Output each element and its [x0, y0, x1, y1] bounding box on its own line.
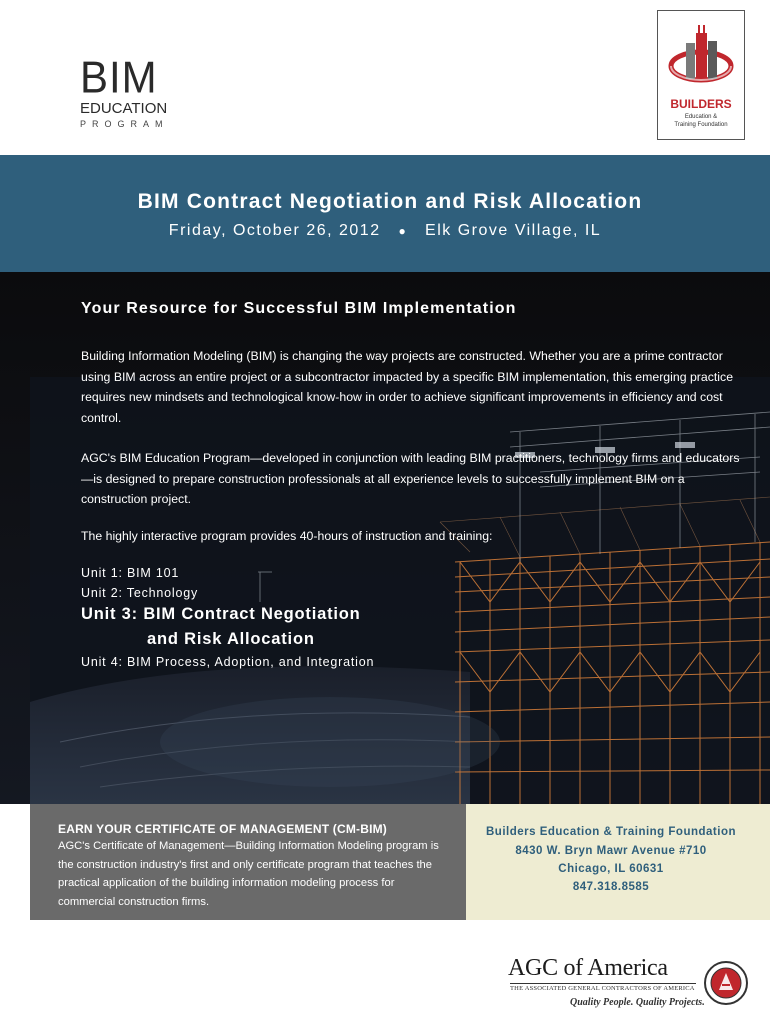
address-city: Chicago, IL 60631 [558, 863, 664, 875]
program-paragraph: AGC's BIM Education Program—developed in conjunction with leading BIM practitioners, technology firms and educators—is designed to prepare construction professionals at all experience levels to successfully implement BIM on a construction project. [81, 451, 740, 506]
event-date-location [0, 222, 770, 240]
agc-logo-subtitle: THE ASSOCIATED GENERAL CONTRACTORS OF AMERICA [510, 985, 695, 992]
agc-seal-icon [703, 960, 749, 1006]
resource-heading: Your Resource for Successful BIM Implementation [81, 300, 517, 317]
agc-tagline: Quality People. Quality Projects. [570, 997, 705, 1008]
builders-logo-sub2: Training Foundation [674, 122, 728, 128]
unit-3-label-line2: and Risk Allocation [147, 630, 315, 648]
unit-4-label: Unit 4: BIM Process, Adoption, and Integration [81, 655, 375, 669]
certificate-heading: EARN YOUR CERTIFICATE OF MANAGEMENT (CM-BIM) [58, 822, 388, 836]
bim-logo-line1: BIM [80, 52, 158, 103]
bullet-icon: ● [398, 224, 408, 238]
builders-logo-sub1: Education & [684, 114, 718, 120]
builders-logo [657, 10, 745, 140]
agc-logo-rule [510, 983, 696, 984]
bim-logo-line3: PROGRAM [80, 119, 169, 129]
address-box [466, 804, 770, 920]
training-paragraph: The highly interactive program provides 40-hours of instruction and training: [81, 529, 493, 543]
intro-paragraph: Building Information Modeling (BIM) is changing the way projects are constructed. Whether you are a prime contractor using BIM across an entire project or a subcontractor impacted by a specific BIM implementation, this emerging practice requires new mindsets and technological know-how in order to achieve significant improvements in efficiency and cost control. [81, 349, 734, 425]
builders-logo-name: BUILDERS [670, 97, 732, 111]
event-location: Elk Grove Village, IL [425, 222, 602, 239]
address-street: 8430 W. Bryn Mawr Avenue #710 [515, 845, 707, 857]
event-title: BIM Contract Negotiation and Risk Allocation [137, 190, 643, 213]
bim-logo-line2: EDUCATION [80, 100, 168, 117]
unit-3-label-line1: Unit 3: BIM Contract Negotiation [81, 605, 361, 623]
event-date: Friday, October 26, 2012 [168, 222, 381, 239]
address-phone: 847.318.8585 [572, 881, 650, 893]
builders-logo-subtitle [658, 113, 744, 129]
address-organization: Builders Education & Training Foundation [486, 826, 736, 838]
certificate-text: AGC's Certificate of Management—Building Information Modeling program is the construction industry's first and only certificate program that teaches the practical application of the building information modeling process for commercial construction firms. [58, 840, 439, 908]
unit-2-label: Unit 2: Technology [81, 586, 199, 600]
bim-education-program-logo [80, 52, 190, 130]
builders-tower-icon [658, 11, 744, 97]
unit-1-label: Unit 1: BIM 101 [81, 566, 180, 580]
agc-logo-name: AGC of America [508, 955, 668, 981]
